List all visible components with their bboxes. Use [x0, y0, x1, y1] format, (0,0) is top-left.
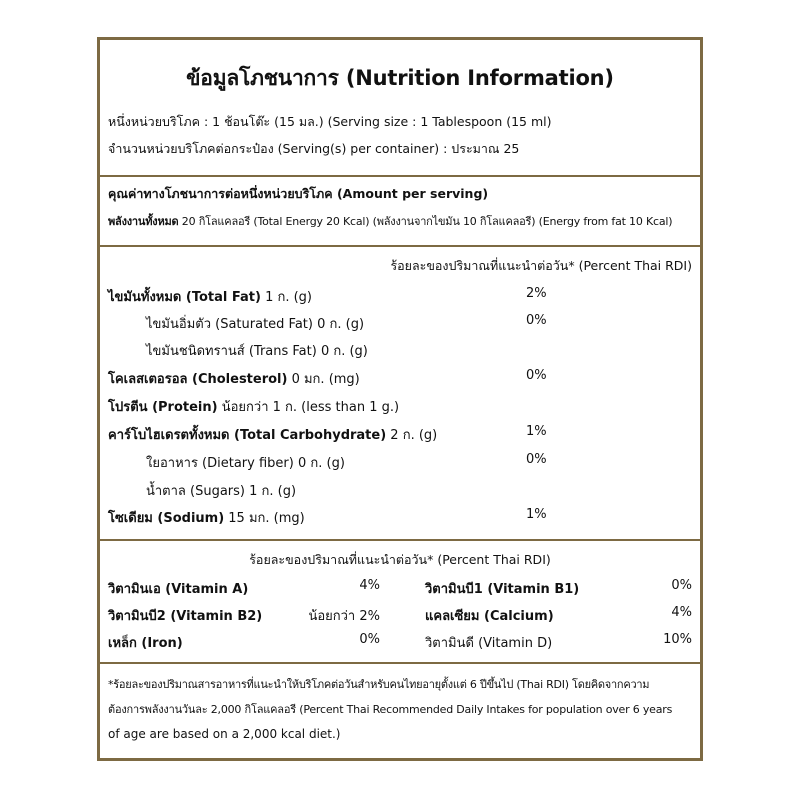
vitamin-pct: 0%: [671, 578, 692, 593]
nutrient-row: [108, 368, 692, 394]
nutrient-row: [108, 313, 692, 339]
nutrient-pct: 1%: [526, 507, 547, 522]
nutrient-amount: 15 มก. (mg): [224, 511, 305, 526]
nutrient-pct: 1%: [526, 424, 547, 439]
nutrient-name: โคเลสเตอรอล (Cholesterol): [108, 372, 288, 387]
energy-line: [108, 212, 672, 230]
nutrient-amount: น้อยกว่า 1 ก. (less than 1 g.): [217, 400, 400, 415]
serving-size: หนึ่งหน่วยบริโภค : 1 ช้อนโต๊ะ (15 มล.) (Serving size : 1 Tablespoon (15 ml): [108, 114, 552, 129]
divider: [100, 245, 700, 247]
nutrient-name: ไขมันทั้งหมด (Total Fat): [108, 290, 261, 305]
label-title: ข้อมูลโภชนาการ (Nutrition Information): [186, 66, 614, 90]
footnote-line: *ร้อยละของปริมาณสารอาหารที่แนะนำให้บริโภคต่อวันสำหรับคนไทยอายุตั้งแต่ 6 ปีขึ้นไป (Thai RDI) โดยคิดจากความ: [108, 678, 650, 691]
nutrient-row: [108, 286, 692, 312]
amount-heading: คุณค่าทางโภชนาการต่อหนึ่งหน่วยบริโภค (Amount per serving): [108, 186, 489, 201]
vitamin-name: วิตามินบี2 (Vitamin B2): [108, 609, 263, 624]
nutrient-pct: 0%: [526, 368, 547, 383]
vitamin-pct: 4%: [671, 605, 692, 620]
vitamin-name: แคลเซียม (Calcium): [425, 609, 554, 624]
nutrient-row: [108, 452, 692, 478]
vitamin-name: วิตามินดี (Vitamin D): [425, 636, 553, 651]
vitamin-name: เหล็ก (Iron): [108, 636, 183, 651]
rdi-heading: ร้อยละของปริมาณที่แนะนำต่อวัน* (Percent Thai RDI): [390, 258, 692, 273]
nutrient-amount: 0 มก. (mg): [287, 372, 360, 387]
energy-text: 20 กิโลแคลอรี (Total Energy 20 Kcal) (พลังงานจากไขมัน 10 กิโลแคลอรี) (Energy from fat 10 Kcal): [178, 215, 673, 228]
nutrient-pct: 0%: [526, 452, 547, 467]
vitamin-name: วิตามินเอ (Vitamin A): [108, 582, 249, 597]
vitamin-pct: 4%: [359, 578, 380, 593]
vitamin-heading: ร้อยละของปริมาณที่แนะนำต่อวัน* (Percent Thai RDI): [249, 552, 551, 567]
nutrient-row: [108, 507, 692, 533]
nutrient-name: โซเดียม (Sodium): [108, 511, 225, 526]
nutrient-name: ไขมันอิ่มตัว (Saturated Fat) 0 ก. (g): [146, 317, 365, 332]
energy-label: พลังงานทั้งหมด: [108, 215, 179, 228]
nutrition-label: [97, 37, 703, 761]
nutrient-row: [108, 424, 692, 450]
nutrient-amount: 2 ก. (g): [386, 428, 438, 443]
nutrient-name: ใยอาหาร (Dietary fiber) 0 ก. (g): [146, 456, 345, 471]
footnote: [108, 672, 692, 747]
vitamin-name: วิตามินบี1 (Vitamin B1): [425, 582, 580, 597]
vitamin-pct: 10%: [663, 632, 692, 647]
nutrient-amount: 1 ก. (g): [260, 290, 313, 305]
nutrient-pct: 2%: [526, 286, 547, 301]
nutrient-name: น้ำตาล (Sugars) 1 ก. (g): [146, 484, 297, 499]
nutrient-row: [108, 480, 692, 506]
servings-per-container: จำนวนหน่วยบริโภคต่อกระป๋อง (Serving(s) per container) : ประมาณ 25: [108, 141, 520, 156]
nutrient-name: โปรตีน (Protein): [108, 400, 218, 415]
divider: [100, 175, 700, 177]
footnote-line: ต้องการพลังงานวันละ 2,000 กิโลแคลอรี (Percent Thai Recommended Daily Intakes for population over 6 years: [108, 703, 673, 716]
vitamin-pct: น้อยกว่า 2%: [308, 609, 380, 624]
divider: [100, 662, 700, 664]
footnote-line: of age are based on a 2,000 kcal diet.): [108, 727, 341, 741]
vitamin-pct: 0%: [359, 632, 380, 647]
divider: [100, 539, 700, 541]
nutrient-name: ไขมันชนิดทรานส์ (Trans Fat) 0 ก. (g): [146, 344, 368, 359]
nutrient-name: คาร์โบไฮเดรตทั้งหมด (Total Carbohydrate): [108, 428, 387, 443]
nutrient-pct: 0%: [526, 313, 547, 328]
nutrient-row: [108, 340, 692, 366]
nutrient-row: [108, 396, 692, 422]
